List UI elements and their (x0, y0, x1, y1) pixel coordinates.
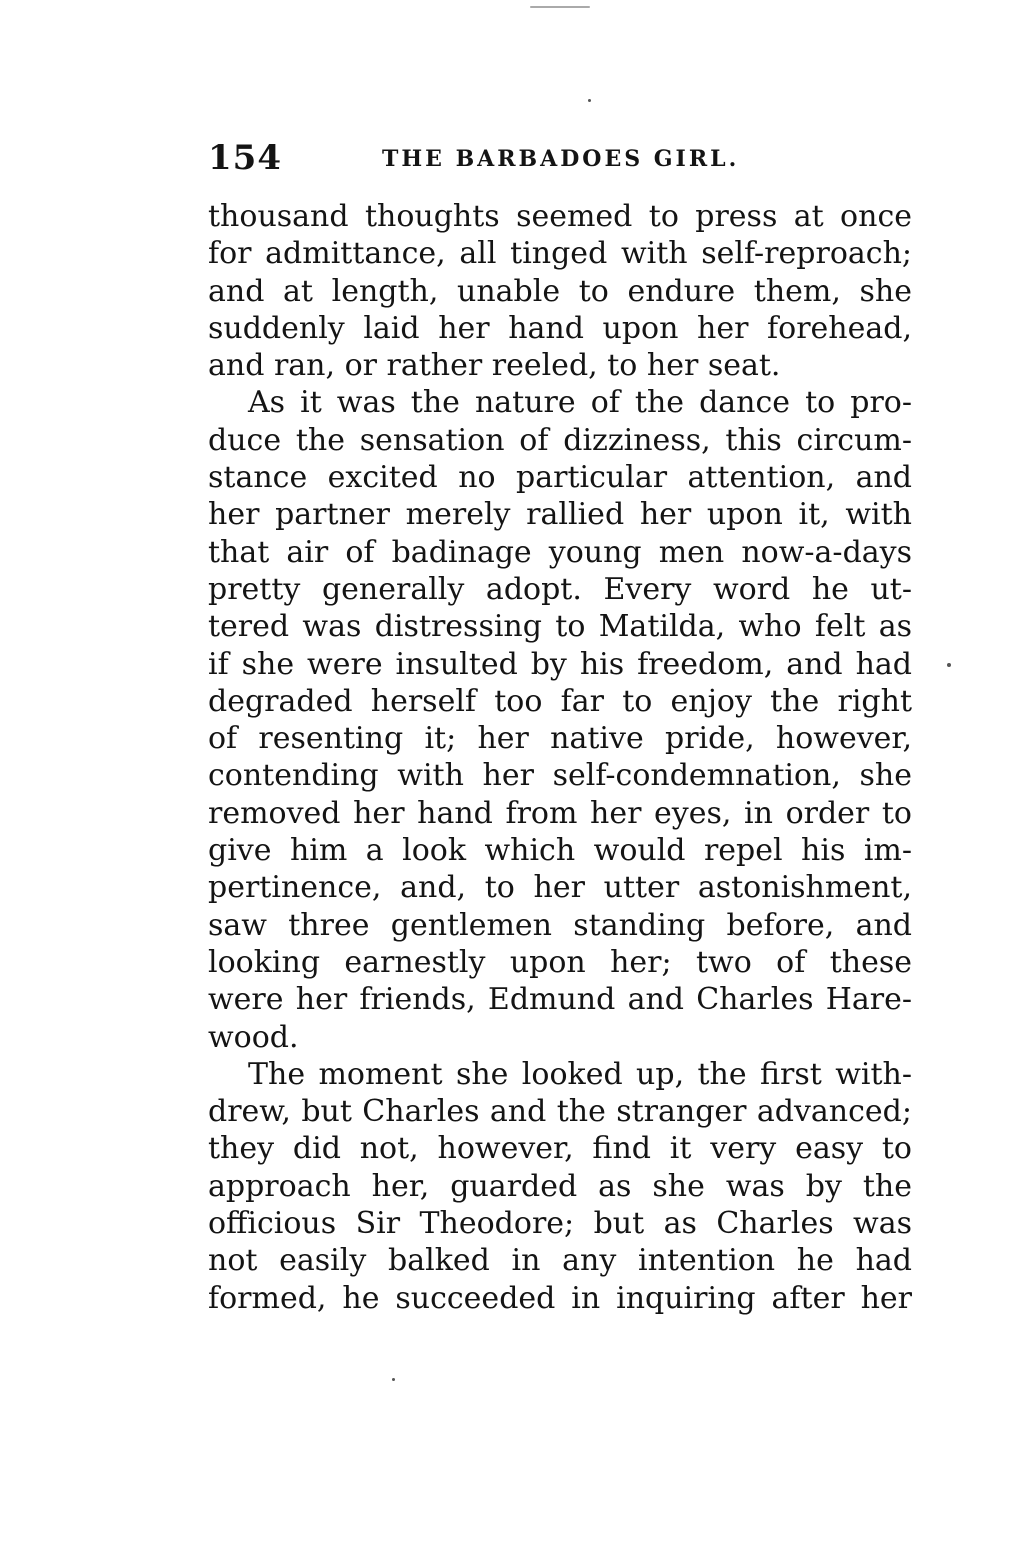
text-line: stance excited no particular attention, and (208, 460, 912, 496)
text-line: looking earnestly upon her; two of these (208, 944, 912, 980)
text-line: removed her hand from her eyes, in order to (208, 795, 912, 831)
page-header (208, 133, 768, 183)
text-line: and ran, or rather reeled, to her seat. (208, 348, 781, 384)
text-line: The moment she looked up, the first with- (248, 1056, 912, 1092)
text-line: drew, but Charles and the stranger advanced; (208, 1094, 912, 1130)
scan-speck (588, 99, 591, 102)
text-line: give him a look which would repel his im- (208, 833, 912, 869)
text-line: of resenting it; her native pride, however, (208, 721, 912, 757)
text-line: saw three gentlemen standing before, and (208, 907, 912, 943)
page-number: 154 (208, 138, 282, 178)
text-line: contending with her self-condemnation, she (208, 758, 912, 794)
text-line: suddenly laid her hand upon her forehead, (208, 310, 912, 346)
text-line: they did not, however, find it very easy to (208, 1131, 912, 1167)
text-line: if she were insulted by his freedom, and had (208, 646, 912, 682)
text-line: that air of badinage young men now-a-days (208, 534, 912, 570)
text-line: wood. (208, 1019, 299, 1055)
text-line: and at length, unable to endure them, she (208, 273, 912, 309)
text-line: were her friends, Edmund and Charles Hare- (208, 982, 912, 1018)
text-line: thousand thoughts seemed to press at once (208, 199, 912, 234)
text-line: duce the sensation of dizziness, this circum- (208, 422, 912, 458)
scan-speck (530, 6, 590, 8)
text-line: pertinence, and, to her utter astonishment, (208, 870, 912, 906)
scan-speck (392, 1378, 395, 1381)
body-text (208, 198, 912, 1317)
text-line: not easily balked in any intention he had (208, 1243, 912, 1279)
text-line: degraded herself too far to enjoy the right (208, 683, 912, 719)
text-line: for admittance, all tinged with self-reproach; (208, 236, 912, 272)
running-title: THE BARBADOES GIRL. (382, 146, 740, 172)
text-line: As it was the nature of the dance to pro- (248, 385, 912, 421)
text-line: tered was distressing to Matilda, who felt as (208, 609, 912, 645)
text-line: pretty generally adopt. Every word he ut- (208, 571, 912, 607)
text-line: approach her, guarded as she was by the (208, 1168, 912, 1204)
text-line: officious Sir Theodore; but as Charles was (208, 1206, 912, 1242)
text-line: her partner merely rallied her upon it, with (208, 497, 912, 533)
text-line: formed, he succeeded in inquiring after her (208, 1280, 912, 1316)
scan-speck (947, 663, 951, 667)
